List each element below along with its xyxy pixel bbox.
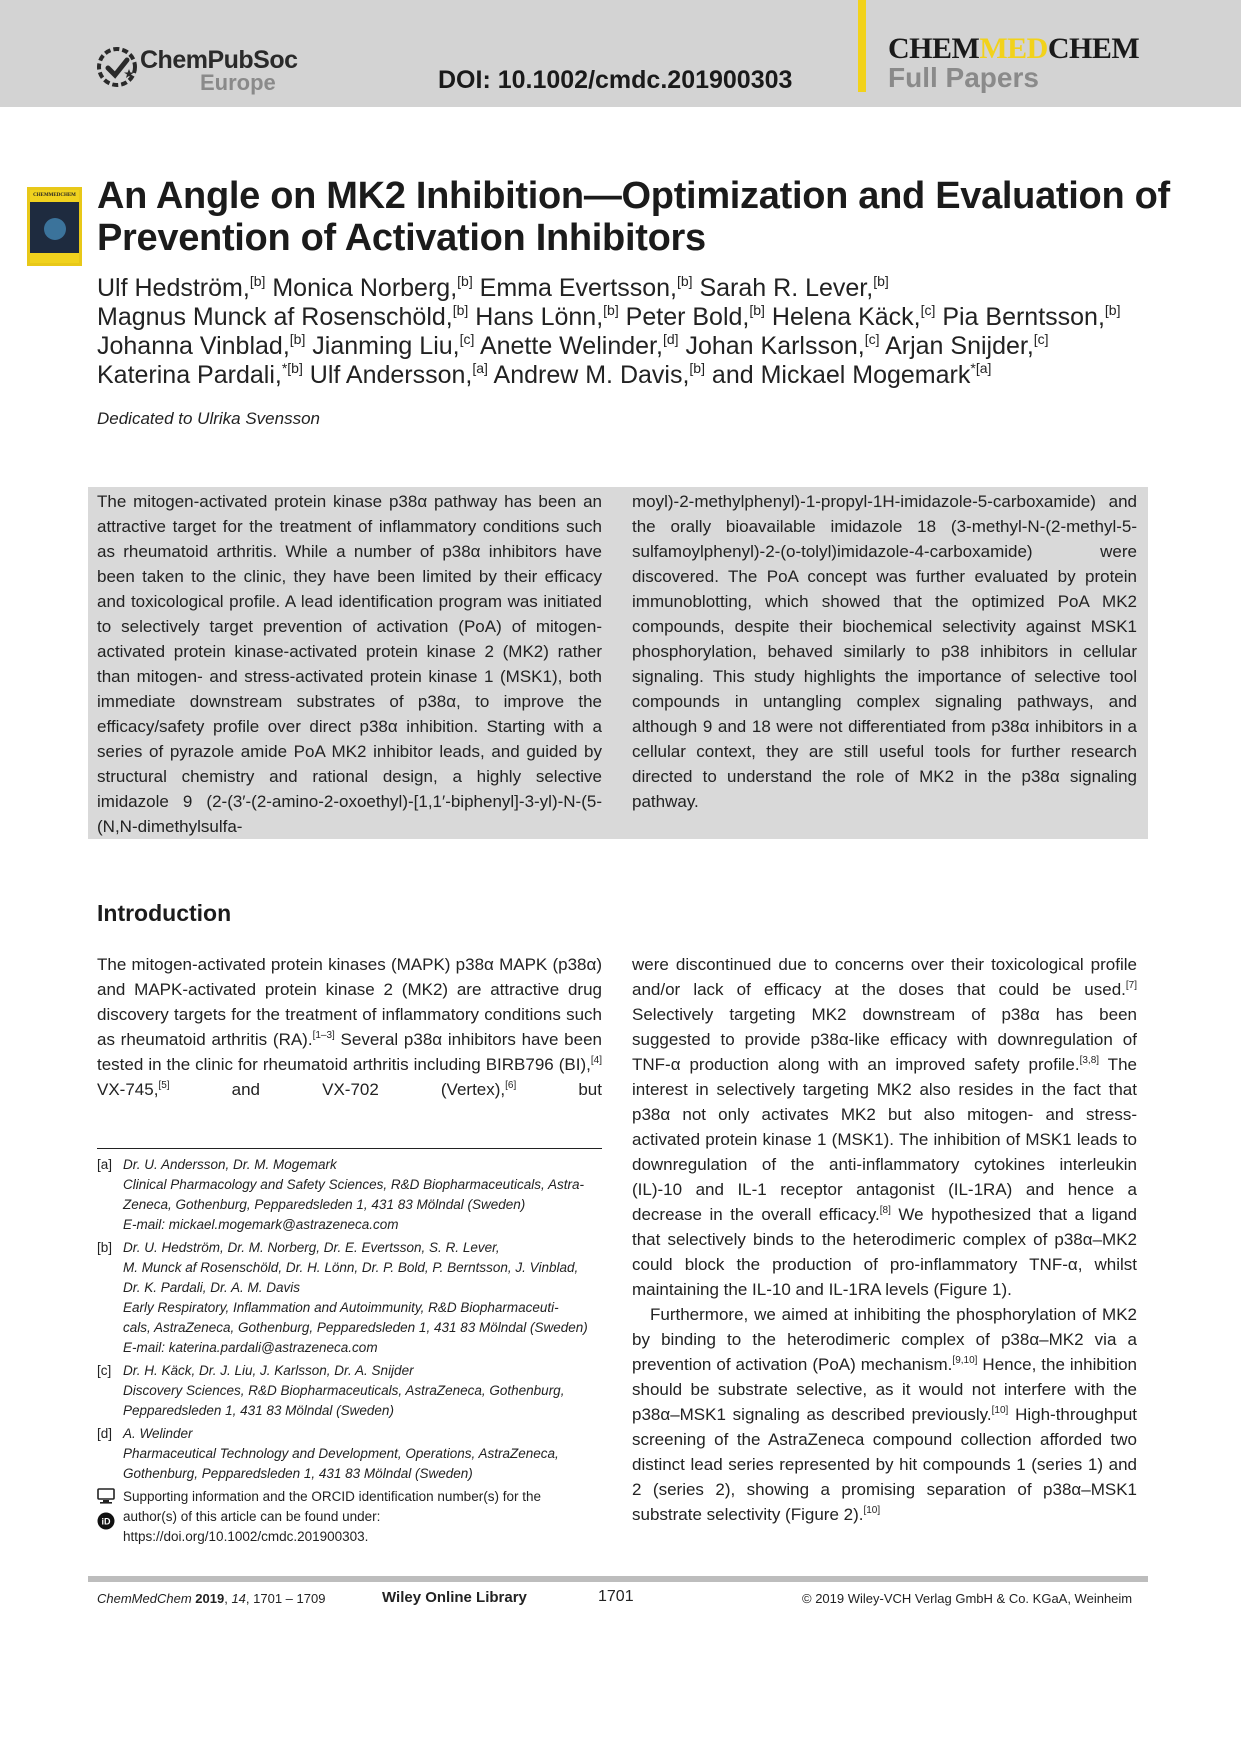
author-name: Hans Lönn,: [468, 303, 604, 331]
intro-left-column: [97, 952, 602, 1102]
supporting-info-line-1: Supporting information and the ORCID identification number(s) for the: [123, 1489, 541, 1504]
abstract-left-column: [97, 489, 602, 839]
chempubsoc-logo-icon: [96, 46, 138, 88]
author-name: Peter Bold,: [618, 303, 750, 331]
text-run: VX-745,: [97, 1080, 159, 1099]
author-name: Emma Evertsson,: [472, 274, 677, 302]
cover-graphic: [44, 218, 66, 240]
journal-cover-thumbnail: [27, 187, 82, 266]
author-affiliation-mark: [b]: [289, 331, 306, 347]
affiliation-line: Zeneca, Gothenburg, Pepparedsleden 1, 431 83 Mölndal (Sweden): [123, 1197, 526, 1212]
article-title: An Angle on MK2 Inhibition—Optimization and Evaluation of Prevention of Activation Inhibitors: [97, 175, 1170, 259]
doi-label[interactable]: DOI: 10.1002/cmdc.201900303: [438, 66, 793, 94]
citation-ref[interactable]: [4]: [590, 1055, 602, 1066]
dedication: Dedicated to Ulrika Svensson: [97, 409, 321, 428]
affiliation-line: Early Respiratory, Inflammation and Autoimmunity, R&D Biopharmaceuti-: [123, 1300, 559, 1315]
affiliation-line: cals, AstraZeneca, Gothenburg, Pepparedsleden 1, 431 83 Mölndal (Sweden): [123, 1320, 588, 1335]
author-affiliation-mark: [b]: [1104, 302, 1121, 318]
affiliation-key: [c]: [97, 1363, 112, 1378]
author-affiliation-mark: [b]: [452, 302, 469, 318]
author-affiliation-mark: *[b]: [281, 360, 303, 376]
author-affiliation-mark: *[a]: [970, 360, 992, 376]
author-name: Katerina Pardali,: [97, 361, 282, 389]
affiliation-item: [97, 1361, 607, 1421]
author-name: Magnus Munck af Rosenschöld,: [97, 303, 453, 331]
footer-volume: 14: [231, 1591, 246, 1606]
footnote-rule: [97, 1148, 602, 1149]
author-affiliation-mark: [a]: [472, 360, 488, 376]
affiliation-line: M. Munck af Rosenschöld, Dr. H. Lönn, Dr. P. Bold, P. Berntsson, J. Vinblad,: [123, 1260, 579, 1275]
author-affiliation-mark: [c]: [459, 331, 475, 347]
citation-ref[interactable]: [8]: [879, 1205, 891, 1216]
supporting-info-note: [97, 1487, 607, 1547]
citation-ref[interactable]: [1–3]: [312, 1030, 335, 1041]
abstract-right-column: [632, 489, 1137, 814]
citation-ref[interactable]: [3,8]: [1079, 1055, 1100, 1066]
journal-name: [888, 32, 1139, 66]
footer-pages: , 1701 – 1709: [245, 1591, 326, 1606]
footer-citation: ChemMedChem 2019, 14, 1701 – 1709: [97, 1591, 326, 1606]
affiliation-line: Dr. U. Andersson, Dr. M. Mogemark: [123, 1157, 337, 1172]
affiliations: [97, 1155, 607, 1547]
affiliation-key: [d]: [97, 1426, 113, 1441]
affiliation-line: Dr. U. Hedström, Dr. M. Norberg, Dr. E. Evertsson, S. R. Lever,: [123, 1240, 500, 1255]
text-run: were discontinued due to concerns over their toxicological profile and/or lack of efficacy at the doses that could be used.: [632, 955, 1137, 999]
affiliation-line: A. Welinder: [123, 1426, 193, 1441]
affiliation-line: Dr. H. Käck, Dr. J. Liu, J. Karlsson, Dr. A. Snijder: [123, 1363, 414, 1378]
publisher-region: Europe: [200, 70, 276, 95]
author-affiliation-mark: [b]: [457, 273, 473, 289]
affiliation-line: Gothenburg, Pepparedsleden 1, 431 83 Mölndal (Sweden): [123, 1466, 473, 1481]
citation-ref[interactable]: [5]: [158, 1080, 170, 1091]
author-name: Anette Welinder,: [474, 332, 663, 360]
author-line: [97, 274, 1177, 303]
author-name: Ulf Hedström,: [97, 274, 250, 302]
affiliation-line: Clinical Pharmacology and Safety Sciences, R&D Biopharmaceuticals, Astra-: [123, 1177, 584, 1192]
text-run: The mitogen-activated protein kinases (MAPK) p38α MAPK (p38α) and MAPK-activated protein kinase 2 (MK2) are attractive drug discovery targets for the treatment of inflammatory conditions such as rheumatoid arthritis (RA).: [97, 955, 602, 1049]
supporting-info-link[interactable]: https://doi.org/10.1002/cmdc.201900303.: [123, 1529, 369, 1544]
affiliation-line: Dr. K. Pardali, Dr. A. M. Davis: [123, 1280, 301, 1295]
text-run: Furthermore, we aimed at inhibiting the phosphorylation of MK2 by binding to the heterodimeric complex of p38α–MK2 via a prevention of activation (PoA) mechanism.: [632, 1305, 1137, 1374]
supporting-info-line-2: author(s) of this article can be found under:: [123, 1509, 381, 1524]
citation-ref[interactable]: [10]: [863, 1505, 881, 1516]
affiliation-line: Pharmaceutical Technology and Development, Operations, AstraZeneca,: [123, 1446, 559, 1461]
page-number: 1701: [598, 1588, 634, 1605]
author-line: [97, 303, 1177, 332]
footer-year: 2019: [195, 1591, 225, 1606]
author-name: Arjan Snijder,: [879, 332, 1034, 360]
author-list: [97, 274, 1177, 390]
intro-paragraph-1: [97, 952, 602, 1102]
author-line: [97, 332, 1177, 361]
author-affiliation-mark: [b]: [603, 302, 619, 318]
publisher-name: ChemPubSoc: [140, 46, 298, 74]
intro-paragraph-1-cont: [632, 952, 1137, 1302]
text-run: Selectively targeting MK2 downstream of p38α has been suggested to provide p38α-like efficacy with downregulation of TNF-α production along with an improved safety profile.: [632, 1005, 1137, 1074]
svg-text:iD: iD: [101, 1516, 111, 1527]
intro-right-column: [632, 952, 1137, 1527]
footer-journal: ChemMedChem: [97, 1591, 192, 1606]
text-run: Several p38α inhibitors have been tested in the clinic for rheumatoid arthritis including BIRB796 (BI),: [97, 1030, 602, 1074]
wiley-online-library-link[interactable]: Wiley Online Library: [382, 1589, 527, 1606]
author-name: Pia Berntsson,: [935, 303, 1105, 331]
author-affiliation-mark: [b]: [676, 273, 693, 289]
author-line: [97, 361, 1177, 390]
monitor-icon: [97, 1488, 115, 1504]
journal-name-part2: MED: [979, 32, 1048, 65]
author-name: Helena Käck,: [764, 303, 921, 331]
intro-paragraph-2: [632, 1302, 1137, 1527]
author-affiliation-mark: [b]: [749, 302, 765, 318]
text-run: We hypothesized that a ligand that selectively binds to the heterodimeric complex of p38α–MK2 could block the production of pro-inflammatory TNF-α, whilst maintaining the IL-10 and IL-1RA levels (Figure 1).: [632, 1205, 1137, 1299]
author-affiliation-mark: [c]: [920, 302, 936, 318]
affiliation-line: Pepparedsleden 1, 431 83 Mölndal (Sweden): [123, 1403, 394, 1418]
orcid-icon[interactable]: [97, 1512, 115, 1530]
citation-ref[interactable]: [10]: [991, 1405, 1009, 1416]
cover-label: CHEMMEDCHEM: [33, 193, 76, 198]
author-name: Sarah R. Lever,: [692, 274, 874, 302]
affiliation-line[interactable]: E-mail: katerina.pardali@astrazeneca.com: [123, 1340, 378, 1355]
author-name: Johan Karlsson,: [678, 332, 865, 360]
author-affiliation-mark: [d]: [662, 331, 679, 347]
affiliation-key: [b]: [97, 1240, 113, 1255]
affiliation-line: Discovery Sciences, R&D Biopharmaceuticals, AstraZeneca, Gothenburg,: [123, 1383, 565, 1398]
author-affiliation-mark: [b]: [249, 273, 266, 289]
journal-accent-bar: [858, 0, 866, 92]
citation-ref[interactable]: [6]: [505, 1080, 517, 1091]
author-affiliation-mark: [b]: [873, 273, 889, 289]
author-affiliation-mark: [c]: [1033, 331, 1049, 347]
author-name: Jianming Liu,: [305, 332, 460, 360]
affiliation-item: [97, 1155, 607, 1235]
affiliation-item: [97, 1424, 607, 1484]
section-heading-introduction: Introduction: [97, 900, 232, 926]
text-run: and VX-702 (Vertex),: [169, 1080, 506, 1099]
author-name: Ulf Andersson,: [302, 361, 473, 389]
text-run: Hence, the inhibition should be substrate selective, as it would not interfere with the p38α–MSK1 signaling as described previously.: [632, 1355, 1137, 1424]
citation-ref[interactable]: [9,10]: [952, 1355, 978, 1366]
copyright: © 2019 Wiley-VCH Verlag GmbH & Co. KGaA, Weinheim: [802, 1591, 1133, 1606]
text-run: but: [516, 1080, 602, 1099]
author-name: Monica Norberg,: [265, 274, 458, 302]
journal-name-part1: CHEM: [888, 32, 980, 65]
author-affiliation-mark: [b]: [689, 360, 705, 376]
author-name: Andrew M. Davis,: [487, 361, 690, 389]
cover-footer-bar: [30, 253, 79, 263]
article-type: Full Papers: [888, 62, 1039, 93]
abstract-right-text: moyl)-2-methylphenyl)-1-propyl-1H-imidazole-5-carboxamide) and the orally bioavailable imidazole 18 (3-methyl-N-(2-methyl-5-sulfamoylphenyl)-2-(o-tolyl)imidazole-4-carboxamide) were discovered. The PoA concept was further evaluated by protein immunoblotting, which showed that the optimized PoA MK2 compounds, despite their biochemical selectivity against MSK1 phosphorylation, behaved similarly to p38 inhibitors in cellular signaling. This study highlights the importance of selective tool compounds in untangling complex signaling pathways, and although 9 and 18 were not differentiated from p38α inhibitors in a cellular context, they are still useful tools for further research directed to understand the role of MK2 in the p38α signaling pathway.: [632, 492, 1137, 811]
author-name: and Mickael Mogemark: [704, 361, 971, 389]
affiliation-key: [a]: [97, 1157, 113, 1172]
journal-name-part3: CHEM: [1047, 32, 1140, 65]
text-run: High-throughput screening of the AstraZeneca compound collection afforded two distinct lead series represented by hit compounds 1 (series 1) and 2 (series 2), showing a promising separation of p38α–MSK1 substrate selectivity (Figure 2).: [632, 1405, 1137, 1524]
author-name: Johanna Vinblad,: [97, 332, 290, 360]
affiliation-line[interactable]: E-mail: mickael.mogemark@astrazeneca.com: [123, 1217, 399, 1232]
citation-ref[interactable]: [7]: [1125, 980, 1137, 991]
affiliation-item: [97, 1238, 607, 1358]
author-affiliation-mark: [c]: [864, 331, 880, 347]
abstract-left-text: The mitogen-activated protein kinase p38α pathway has been an attractive target for the treatment of inflammatory conditions such as rheumatoid arthritis. While a number of p38α inhibitors have been taken to the clinic, they have been limited by their efficacy and toxicological profile. A lead identification program was initiated to selectively target prevention of activation (PoA) of mitogen-activated protein kinase-activated protein kinase 2 (MK2) rather than mitogen- and stress-activated protein kinase 1 (MSK1), both immediate downstream substrates of p38α, to improve the efficacy/safety profile over direct p38α inhibition. Starting with a series of pyrazole amide PoA MK2 inhibitor leads, and guided by structural chemistry and rational design, a highly selective imidazole 9 (2-(3′-(2-amino-2-oxoethyl)-[1,1′-biphenyl]-3-yl)-N-(5-(N,N-dimethylsulfa-: [97, 492, 602, 836]
text-run: The interest in selectively targeting MK2 also resides in the fact that p38α not only activates MK2 but also mitogen- and stress-activated protein kinase 1 (MSK1). The inhibition of MSK1 leads to downregulation of the anti-inflammatory cytokines interleukin (IL)-10 and IL-1 receptor antagonist (IL-1RA) and hence a decrease in the overall efficacy.: [632, 1055, 1137, 1224]
footer-rule: [88, 1576, 1148, 1582]
